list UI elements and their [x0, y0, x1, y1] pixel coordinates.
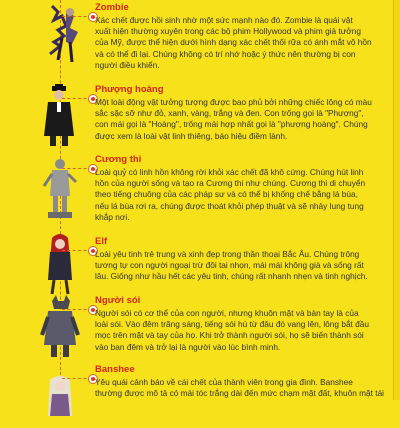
red-haired-elf-icon — [40, 232, 82, 296]
zombie-figure-icon — [44, 2, 86, 66]
werewolf-figure-icon — [40, 295, 82, 359]
entry-title: Banshee — [95, 364, 135, 375]
entry-text: Người sói có cơ thể của con người, nhưng khuôn mặt và bàn tay là của loài sói. Vào đêm trăng sáng, tiếng sói hú từ đâu đó vang lên, lông bắt đầu mọc trên mặt và tay của họ. Khi trở thành người sói, họ sẽ biến thành sói vào ban đêm và trở lại là người vào lúc bình minh. — [95, 308, 370, 352]
entry-text: Yêu quái cảnh báo về cái chết của thành viên trong gia đình. Banshee thường được mô tả có mái tóc trắng dài đến mức chạm mặt đất, khuôn mặt tái — [95, 377, 385, 399]
entry-text: Một loài động vật tưởng tượng được bao phủ bởi những chiếc lông có màu sắc sặc sỡ như đỏ, xanh, vàng, trắng và đen. Con trống gọi là "Phượng", con mái gọi là "Hoàng", trống mái hợp nhất gọi là "phượng hoàng". Chúng được xem là loài vật linh thiêng, báo hiệu điềm lành. — [95, 97, 372, 141]
entry-text: Xác chết được hồi sinh nhờ một sức mạnh nào đó. Zombie là quái vật xuất hiện thường xuyên trong các bộ phim Hollywood và phim giả tưởng của Mỹ, được thể hiện dưới hình dạng xác chết thối rữa có ánh mắt vô hồn và có thể đi lại. Chúng không có trí nhớ hoặc ý thức nên thường bị con người điều khiển. — [95, 15, 372, 70]
banshee-figure-icon — [40, 364, 82, 428]
entry-title: Phượng hoàng — [95, 84, 164, 95]
entry-text: Loài quỷ có linh hồn không rời khỏi xác chết đã khô cứng. Chúng hút linh hồn của người sống và tạo ra Cương thi như chúng. Cương thi di chuyển theo tiếng chuông của các pháp sư và có thể bị khống chế bằng lá bùa, nếu lá bùa rơi ra, chúng được thoát khỏi phép thuật và sẽ nhảy lung tung khắp nơi. — [95, 167, 366, 222]
man-in-black-coat-icon — [40, 84, 82, 148]
stone-statue-icon — [40, 156, 82, 220]
entry-title: Người sói — [95, 295, 141, 306]
entry-text: Loài yêu tinh trẻ trung và xinh đẹp trong thần thoại Bắc Âu. Chúng trông tương tự con người ngoại trừ đôi tai nhọn, mái mái không già và sống rất lâu. Giống như hầu hết các yêu tinh, chúng rất nhanh nhẹn và tinh nghịch. — [95, 249, 368, 282]
entry-title: Zombie — [95, 2, 129, 13]
page-edge — [393, 0, 400, 400]
entry-title: Elf — [95, 236, 108, 247]
entry-title: Cương thi — [95, 154, 142, 165]
